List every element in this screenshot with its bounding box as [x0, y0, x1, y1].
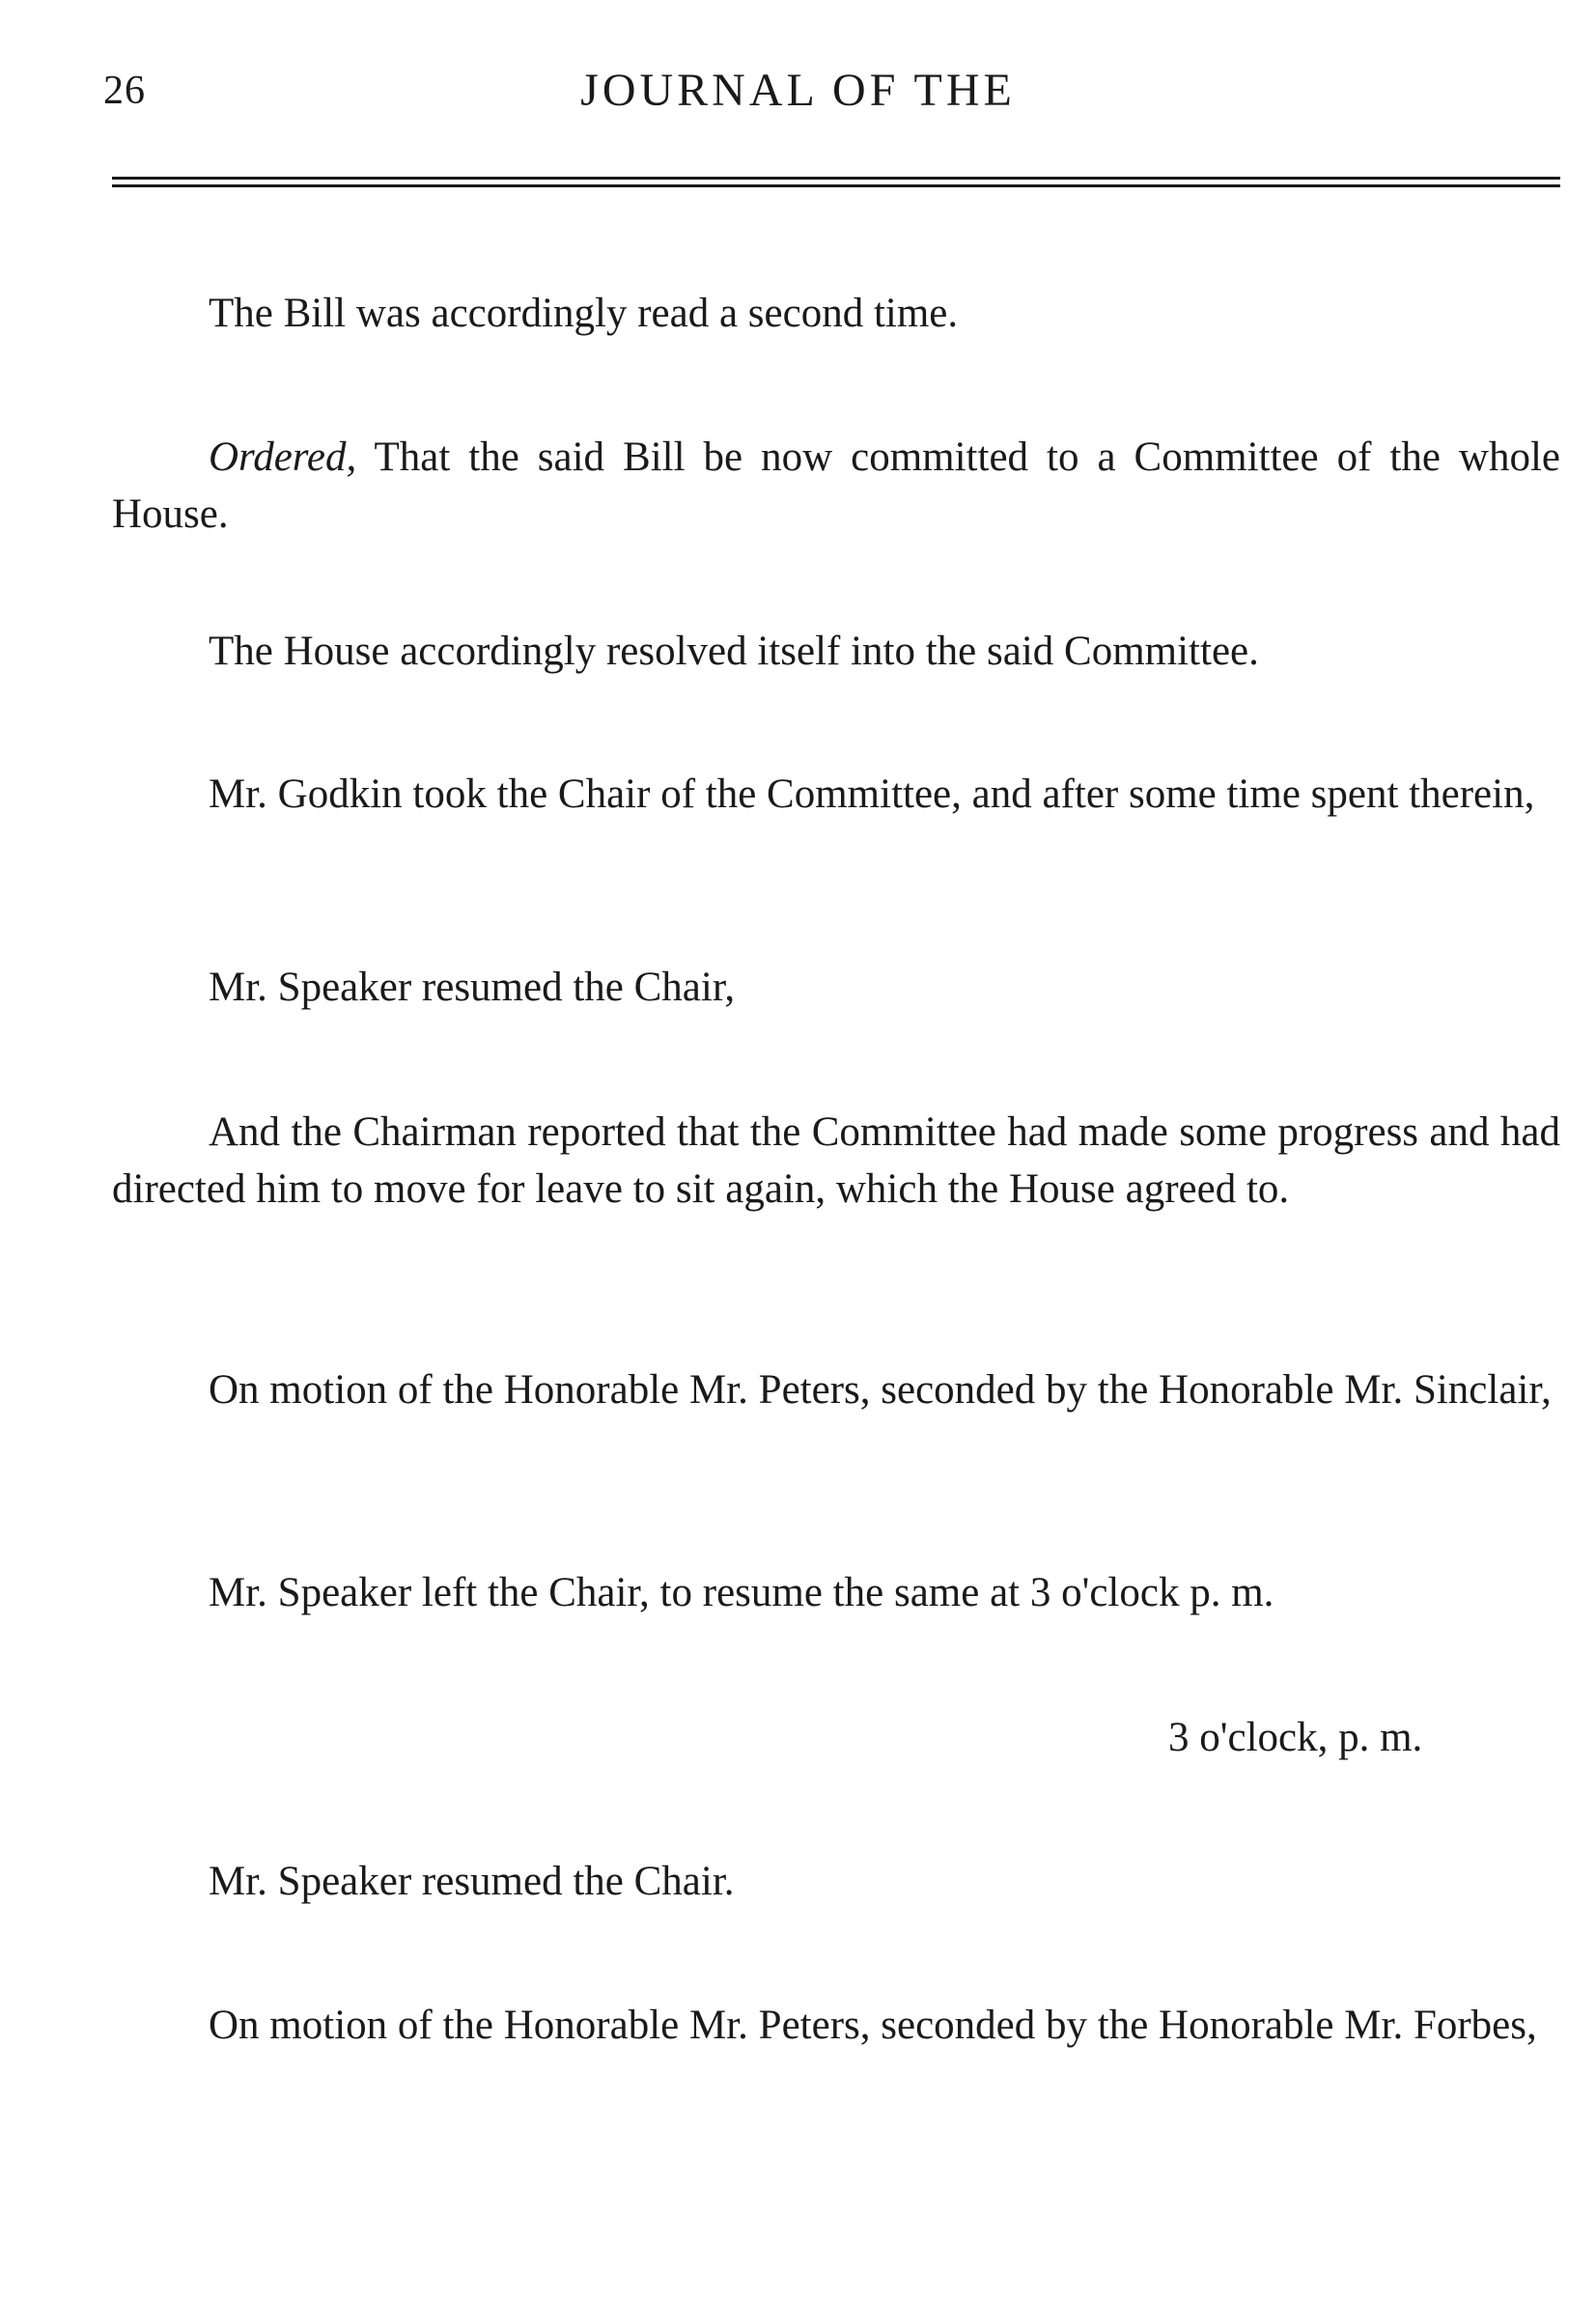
- paragraph-godkin-chair: [112, 766, 1560, 823]
- paragraph-text: Mr. Godkin took the Chair of the Committee, and after some time spent therein,: [209, 771, 1535, 817]
- paragraph-house-resolved: [112, 623, 1560, 680]
- paragraph-text: The Bill was accordingly read a second time.: [209, 291, 959, 336]
- paragraph-text: That the said Bill be now committed to a Committee of the whole House.: [112, 435, 1560, 537]
- paragraph-text: And the Chairman reported that the Committee had made some progress and had directed him to move for leave to sit again, which the House agreed to.: [112, 1109, 1560, 1212]
- paragraph-text: On motion of the Honorable Mr. Peters, seconded by the Honorable Mr. Sinclair,: [209, 1367, 1552, 1413]
- paragraph-text: The House accordingly resolved itself into the said Committee.: [209, 629, 1259, 674]
- ordered-italic: Ordered,: [209, 435, 357, 480]
- header-rule-bottom: [112, 184, 1560, 187]
- paragraph-speaker-resumed-2: [112, 1853, 1560, 1910]
- paragraph-text: Mr. Speaker resumed the Chair,: [209, 965, 736, 1010]
- header-rule-top: [112, 177, 1560, 180]
- page-number: 26: [103, 69, 146, 113]
- paragraph-ordered: [112, 429, 1560, 543]
- paragraph-text: Mr. Speaker resumed the Chair.: [209, 1859, 735, 1904]
- paragraph-text: On motion of the Honorable Mr. Peters, seconded by the Honorable Mr. Forbes,: [209, 2003, 1537, 2048]
- paragraph-text: Mr. Speaker left the Chair, to resume the same at 3 o'clock p. m.: [209, 1570, 1274, 1615]
- paragraph-motion-sinclair: [112, 1361, 1560, 1418]
- running-head: JOURNAL OF THE: [580, 65, 1016, 116]
- paragraph-speaker-left: [112, 1564, 1560, 1621]
- time-heading: 3 o'clock, p. m.: [1168, 1715, 1423, 1760]
- paragraph-chairman-reported: [112, 1104, 1560, 1218]
- paragraph-bill-read: [112, 285, 1560, 342]
- paragraph-speaker-resumed: [112, 959, 1560, 1016]
- paragraph-motion-forbes: [112, 1997, 1560, 2054]
